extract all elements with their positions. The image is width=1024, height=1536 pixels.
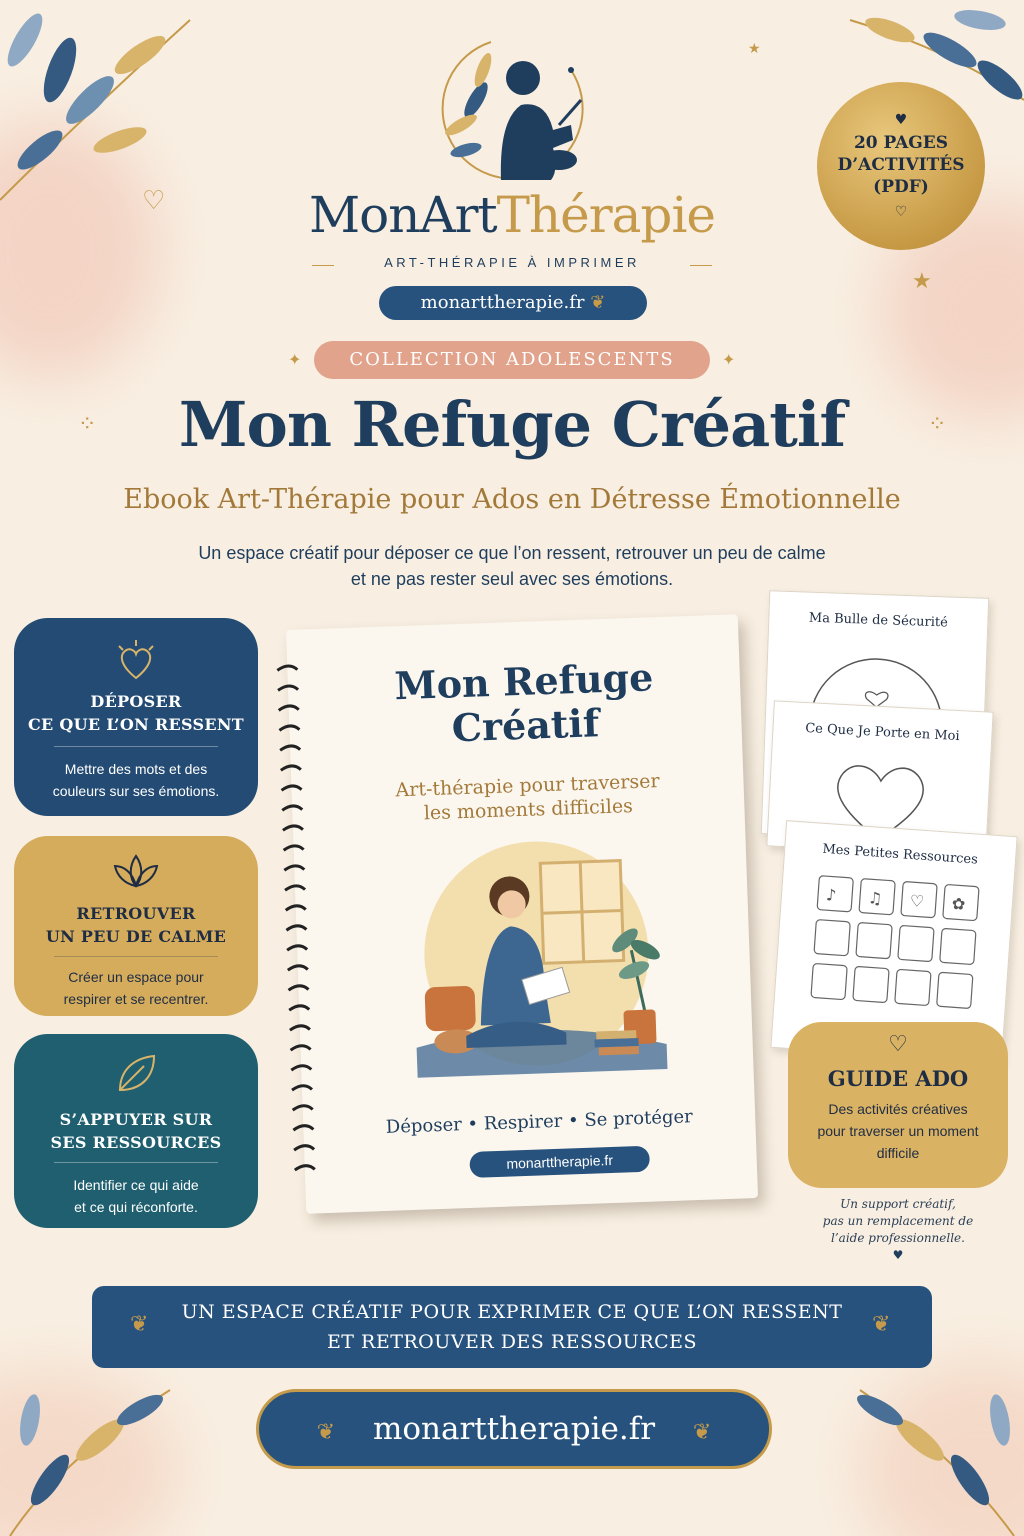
page-title: Mon Refuge Créatif <box>178 388 846 461</box>
leaf-icon: ❦ <box>692 1420 712 1445</box>
svg-text:♪: ♪ <box>825 885 837 905</box>
disclaimer-line: pas un remplacement de <box>822 1214 974 1228</box>
sparkle-icon: ✦ <box>288 350 302 369</box>
svg-text:♫: ♫ <box>867 888 884 909</box>
sample-page-title: Mes Petites Ressources <box>821 841 979 868</box>
leaf-icon: ❦ <box>316 1420 336 1445</box>
feature-card-calme <box>14 836 258 1016</box>
brand-tagline: ART-THÉRAPIE À IMPRIMER <box>384 255 640 270</box>
badge-line-2: D’ACTIVITÉS <box>837 155 965 175</box>
banner-line-2: ET RETROUVER DES RESSOURCES <box>326 1331 698 1353</box>
disclaimer-line: Un support créatif, <box>840 1197 956 1211</box>
website-link-bottom[interactable] <box>256 1389 772 1469</box>
guide-title: GUIDE ADO <box>827 1066 969 1091</box>
teen-drawing-illustration <box>389 829 684 1089</box>
heart-icon: ♥ <box>894 112 908 128</box>
website-url: monarttherapie.fr <box>420 292 585 313</box>
logo-child-painting-icon <box>421 30 607 194</box>
intro-text <box>140 540 884 592</box>
sparkle-icon: ⁘ <box>78 412 97 437</box>
badge-line-3: (PDF) <box>873 177 929 197</box>
disclaimer <box>790 1196 1006 1264</box>
resource-grid-drawing <box>807 874 981 1035</box>
svg-text:♡: ♡ <box>909 891 925 911</box>
badge-line-1: 20 PAGES <box>853 133 949 153</box>
heart-icon: ♥ <box>892 1248 904 1262</box>
book-subtitle <box>331 767 724 829</box>
leaf-icon: ❦ <box>130 1312 149 1337</box>
divider <box>54 1162 218 1163</box>
svg-text:✿: ✿ <box>951 893 966 914</box>
guide-description <box>798 1098 998 1164</box>
sparkle-icon: ⁘ <box>928 412 947 437</box>
disclaimer-line: l’aide professionnelle. <box>831 1231 965 1245</box>
book-url: monarttherapie.fr <box>469 1146 650 1178</box>
page-subtitle: Ebook Art-Thérapie pour Ados en Détresse Émotionnelle <box>123 484 901 515</box>
leaves-decoration-bottom-left <box>0 1370 190 1536</box>
sparkle-icon: ✦ <box>722 350 736 369</box>
feature-desc-line: Créer un espace pour <box>68 969 204 985</box>
leaf-icon: ❦ <box>590 292 606 313</box>
website-link-top[interactable] <box>379 286 647 320</box>
feature-title-line: S’APPUYER SUR <box>59 1110 213 1129</box>
divider <box>54 956 218 957</box>
spiral-binding <box>273 659 321 1180</box>
book-subtitle-line: les moments difficiles <box>423 795 634 825</box>
book-title-line: Mon Refuge <box>393 654 654 709</box>
book-subtitle-line: Art-thérapie pour traverser <box>395 770 660 802</box>
feature-title-line: DÉPOSER <box>90 692 182 711</box>
brand-tagline-row <box>312 255 712 277</box>
divider <box>54 746 218 747</box>
divider <box>690 265 712 266</box>
feature-desc-line: respirer et se recentrer. <box>63 991 209 1007</box>
heart-icon: ♡ <box>894 204 908 220</box>
book-keywords: Déposer • Respirer • Se protéger <box>385 1106 694 1138</box>
intro-line-1: Un espace créatif pour déposer ce que l’on ressent, retrouver un peu de calme <box>198 543 826 563</box>
bottom-banner <box>92 1286 932 1368</box>
brand-name-part2: Thérapie <box>496 186 716 244</box>
feature-title-line: SES RESSOURCES <box>50 1133 222 1152</box>
lotus-icon <box>111 852 161 892</box>
guide-desc-line: pour traverser un moment <box>817 1123 979 1139</box>
feature-desc-line: couleurs sur ses émotions. <box>52 783 220 799</box>
pages-count-badge <box>817 82 985 250</box>
banner-line-1: UN ESPACE CRÉATIF POUR EXPRIMER CE QUE L’ON RESSENT <box>181 1301 843 1323</box>
guide-ado-card <box>788 1022 1008 1188</box>
feature-card-deposer <box>14 618 258 816</box>
website-url: monarttherapie.fr <box>372 1411 656 1447</box>
ebook-cover <box>286 614 758 1213</box>
feature-desc-line: et ce qui réconforte. <box>74 1199 198 1215</box>
brand-name-part1: MonArt <box>308 186 497 244</box>
feature-title-line: RETROUVER <box>76 904 196 923</box>
book-title <box>327 653 722 755</box>
feature-title-line: CE QUE L’ON RESSENT <box>28 715 244 734</box>
leaf-icon: ❦ <box>872 1312 891 1337</box>
collection-label: COLLECTION ADOLESCENTS <box>314 341 710 379</box>
guide-desc-line: Des activités créatives <box>828 1101 968 1117</box>
book-title-line: Créatif <box>450 700 600 751</box>
leaves-decoration-bottom-right <box>840 1370 1024 1536</box>
feature-card-ressources <box>14 1034 258 1228</box>
sample-page-title: Ma Bulle de Sécurité <box>808 610 949 631</box>
heart-sun-icon <box>111 638 161 684</box>
star-icon: ★ <box>912 268 932 293</box>
heart-icon: ♡ <box>888 1032 908 1057</box>
feature-title-line: UN PEU DE CALME <box>45 927 227 946</box>
feature-desc-line: Identifier ce qui aide <box>73 1177 199 1193</box>
sample-page-title: Ce Que Je Porte en Moi <box>804 721 960 745</box>
guide-desc-line: difficile <box>876 1145 920 1161</box>
intro-line-2: et ne pas rester seul avec ses émotions. <box>350 569 674 589</box>
heart-icon: ♡ <box>142 186 166 216</box>
leaf-icon <box>114 1052 158 1096</box>
feature-desc-line: Mettre des mots et des <box>64 761 208 777</box>
star-icon: ★ <box>748 40 761 56</box>
